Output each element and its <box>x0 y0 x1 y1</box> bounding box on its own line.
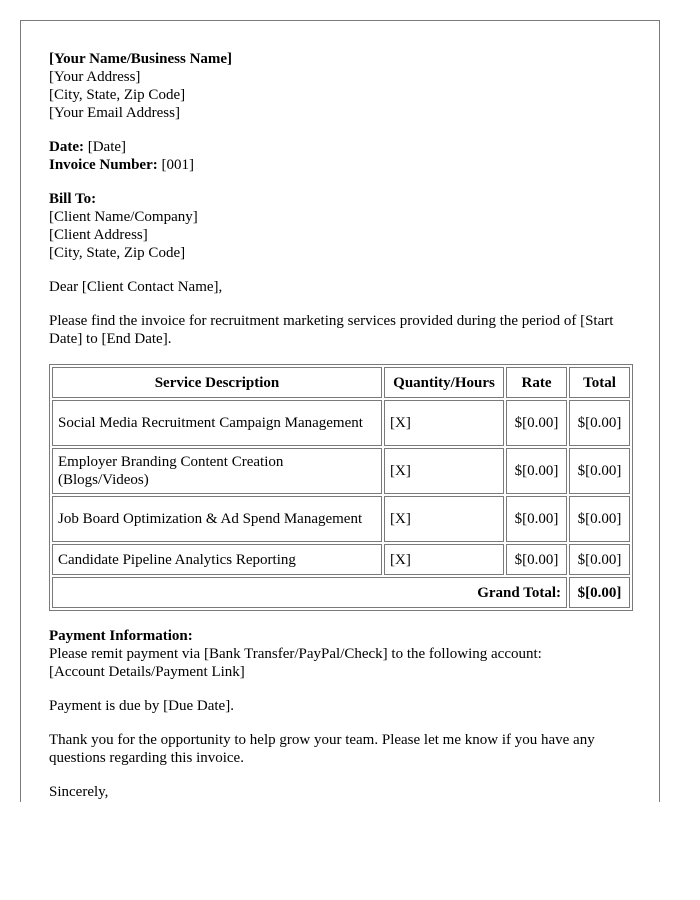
payment-instructions: Please remit payment via [Bank Transfer/PayPal/Check] to the following account: <box>49 646 542 662</box>
rate-cell: $[0.00] <box>506 448 567 494</box>
table-row <box>52 448 630 494</box>
sender-name: [Your Name/Business Name] <box>49 51 233 67</box>
sender-address: [Your Address] <box>49 69 141 85</box>
invoice-document <box>20 20 660 802</box>
rate-cell: $[0.00] <box>506 400 567 446</box>
service-description-cell: Social Media Recruitment Campaign Management <box>52 400 382 446</box>
header-service-description: Service Description <box>52 367 382 398</box>
table-row <box>52 496 630 542</box>
service-description-cell: Job Board Optimization & Ad Spend Management <box>52 496 382 542</box>
thank-you-paragraph: Thank you for the opportunity to help grow your team. Please let me know if you have any questions regarding this invoice. <box>49 732 595 766</box>
client-name: [Client Name/Company] <box>49 209 198 225</box>
invoice-table <box>49 364 633 611</box>
quantity-cell: [X] <box>384 448 504 494</box>
total-cell: $[0.00] <box>569 544 630 575</box>
date-value: [Date] <box>83 139 127 155</box>
table-header-row <box>52 367 630 398</box>
bill-to-label: Bill To: <box>49 191 97 207</box>
client-address: [Client Address] <box>49 227 148 243</box>
header-total: Total <box>569 367 630 398</box>
sender-email: [Your Email Address] <box>49 105 180 121</box>
sender-city-state-zip: [City, State, Zip Code] <box>49 87 186 103</box>
header-quantity-hours: Quantity/Hours <box>384 367 504 398</box>
quantity-cell: [X] <box>384 400 504 446</box>
rate-cell: $[0.00] <box>506 496 567 542</box>
total-cell: $[0.00] <box>569 400 630 446</box>
grand-total-row <box>52 577 630 608</box>
total-cell: $[0.00] <box>569 448 630 494</box>
header-rate: Rate <box>506 367 567 398</box>
invoice-number-label: Invoice Number: <box>49 157 158 173</box>
service-description-cell: Employer Branding Content Creation (Blogs/Videos) <box>52 448 382 494</box>
date-label: Date: <box>49 139 84 155</box>
payment-info-label: Payment Information: <box>49 628 193 644</box>
salutation: Dear [Client Contact Name], <box>49 279 223 295</box>
invoice-meta-block <box>49 138 633 174</box>
payment-due-text: Payment is due by [Due Date]. <box>49 698 234 714</box>
rate-cell: $[0.00] <box>506 544 567 575</box>
quantity-cell: [X] <box>384 544 504 575</box>
bill-to-block <box>49 190 633 262</box>
table-row <box>52 544 630 575</box>
service-description-cell: Candidate Pipeline Analytics Reporting <box>52 544 382 575</box>
total-cell: $[0.00] <box>569 496 630 542</box>
closing: Sincerely, <box>49 784 109 800</box>
intro-paragraph: Please find the invoice for recruitment marketing services provided during the period of [Start Date] to [End Date]. <box>49 313 614 347</box>
grand-total-label: Grand Total: <box>52 577 567 608</box>
sender-block <box>49 50 633 122</box>
payment-info-block <box>49 627 633 681</box>
table-row <box>52 400 630 446</box>
client-city-state-zip: [City, State, Zip Code] <box>49 245 186 261</box>
grand-total-value: $[0.00] <box>569 577 630 608</box>
payment-account: [Account Details/Payment Link] <box>49 664 245 680</box>
invoice-content <box>49 50 633 802</box>
quantity-cell: [X] <box>384 496 504 542</box>
invoice-number-value: [001] <box>157 157 194 173</box>
